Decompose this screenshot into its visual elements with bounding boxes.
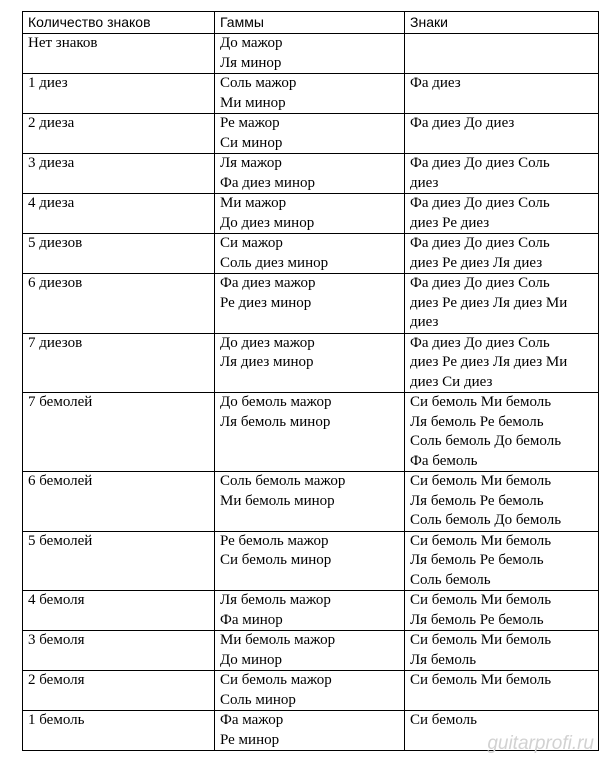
sign-line: Фа диез До диез Соль [410,155,550,171]
cell-signs [405,234,599,274]
sign-line: Си бемоль Ми бемоль [410,672,552,688]
sign-line: Си бемоль Ми бемоль [410,473,552,489]
table-row [23,74,599,114]
count-text: 5 диезов [28,235,83,251]
scale-line: Соль минор [220,691,296,708]
count-text: 3 бемоля [28,632,85,648]
table-row [23,274,599,334]
sign-line: Ля бемоль Ре бемоль [410,413,544,430]
sign-line: Ля бемоль Ре бемоль [410,492,544,509]
count-text: 4 бемоля [28,592,85,608]
cell-count [23,333,215,393]
sign-line: Соль бемоль [410,571,491,588]
scale-line: Ми бемоль мажор [220,632,336,648]
cell-signs [405,34,599,74]
cell-scales [215,154,405,194]
sign-line: Ля бемоль Ре бемоль [410,552,544,568]
cell-signs [405,393,599,472]
sign-line: Си бемоль Ми бемоль [410,394,552,410]
sign-line: диез Си диез [410,373,493,390]
scale-line: Фа минор [220,611,283,628]
sign-line: Фа диез [410,75,461,91]
cell-scales [215,234,405,274]
sign-line: Фа диез До диез Соль [410,334,550,351]
cell-signs [405,631,599,671]
cell-count [23,154,215,194]
cell-count [23,194,215,234]
scale-line: До мажор [220,35,283,51]
scale-line: До диез мажор [220,334,315,351]
scale-line: Ре минор [220,731,280,748]
sign-line: диез Ре диез Ля диез Ми [410,294,568,311]
cell-scales [215,333,405,393]
header-scales: Гаммы [215,12,405,34]
cell-signs [405,194,599,234]
cell-signs [405,154,599,194]
sign-line: Ля бемоль [410,651,477,668]
scale-line: Ля диез минор [220,354,314,370]
table-row [23,234,599,274]
count-text: 6 диезов [28,275,83,291]
sign-line: Фа диез До диез [410,115,515,131]
cell-count [23,34,215,74]
sign-line: Си бемоль Ми бемоль [410,632,552,648]
cell-count [23,234,215,274]
count-text: 1 бемоль [28,712,85,728]
sign-line: диез Ре диез [410,214,490,231]
cell-scales [215,671,405,711]
cell-signs [405,591,599,631]
count-text: 6 бемолей [28,473,93,489]
scale-line: Ля минор [220,54,282,71]
sign-line: Си бемоль Ми бемоль [410,592,552,608]
sign-line: Фа бемоль [410,452,478,469]
table-row [23,591,599,631]
cell-signs [405,274,599,334]
sign-line: диез [410,314,439,330]
cell-count [23,671,215,711]
key-signatures-table [22,11,599,751]
scale-line: Си мажор [220,235,283,251]
sign-line: диез [410,174,439,191]
cell-count [23,591,215,631]
table-body [23,34,599,751]
header-signs: Знаки [405,12,599,34]
watermark: guitarprofi.ru [487,733,594,754]
cell-scales [215,711,405,751]
cell-scales [215,393,405,472]
sign-line: Ля бемоль Ре бемоль [410,611,544,628]
cell-count [23,472,215,532]
count-text: 3 диеза [28,155,75,171]
scale-line: Фа мажор [220,712,284,728]
count-text: 7 диезов [28,334,83,351]
cell-scales [215,34,405,74]
cell-signs [405,472,599,532]
table-row [23,194,599,234]
header-row [23,12,599,34]
scale-line: Ре бемоль мажор [220,532,329,549]
sign-line: Соль бемоль До бемоль [410,512,562,528]
table-row [23,154,599,194]
cell-scales [215,631,405,671]
cell-signs [405,671,599,711]
cell-count [23,114,215,154]
table-row [23,393,599,472]
count-text: Нет знаков [28,35,98,51]
sign-line: Си бемоль [410,712,477,728]
cell-signs [405,531,599,591]
sign-line: Фа диез До диез Соль [410,275,550,291]
scale-line: Си бемоль минор [220,552,332,568]
count-text: 2 диеза [28,115,75,131]
scale-line: До диез минор [220,214,315,231]
table-row [23,671,599,711]
cell-count [23,274,215,334]
sign-line: Си бемоль Ми бемоль [410,532,552,549]
table-row [23,631,599,671]
count-text: 5 бемолей [28,532,93,549]
cell-signs [405,333,599,393]
sign-line: Фа диез До диез Соль [410,195,550,211]
cell-scales [215,274,405,334]
scale-line: Ля бемоль мажор [220,592,331,608]
count-text: 4 диеза [28,195,75,211]
scale-line: Соль бемоль мажор [220,473,346,489]
cell-count [23,631,215,671]
cell-scales [215,114,405,154]
table-row [23,34,599,74]
cell-count [23,74,215,114]
scale-line: Ми мажор [220,195,287,211]
header-count: Количество знаков [23,12,215,34]
cell-count [23,531,215,591]
cell-scales [215,591,405,631]
scale-line: Ми бемоль минор [220,492,335,509]
scale-line: Фа диез мажор [220,275,316,291]
cell-signs [405,74,599,114]
cell-count [23,711,215,751]
table-row [23,472,599,532]
count-text: 7 бемолей [28,394,93,410]
scale-line: Си бемоль мажор [220,672,332,688]
cell-count [23,393,215,472]
count-text: 1 диез [28,75,68,91]
table-row [23,531,599,591]
cell-scales [215,74,405,114]
scale-line: До минор [220,651,283,668]
sign-line: Фа диез До диез Соль [410,235,550,251]
scale-line: Ля мажор [220,155,282,171]
scale-line: Ре мажор [220,115,280,131]
cell-scales [215,531,405,591]
scale-line: Ре диез минор [220,294,312,311]
scale-line: Ми минор [220,94,286,111]
sign-line: Соль бемоль До бемоль [410,433,562,449]
scale-line: Соль диез минор [220,254,329,271]
scale-line: Фа диез минор [220,174,315,191]
scale-line: Ля бемоль минор [220,413,331,430]
sign-line: диез Ре диез Ля диез [410,254,543,271]
table-row [23,333,599,393]
count-text: 2 бемоля [28,672,85,688]
scale-line: Соль мажор [220,75,297,91]
scale-line: До бемоль мажор [220,394,332,410]
cell-scales [215,472,405,532]
scale-line: Си минор [220,134,283,151]
cell-scales [215,194,405,234]
cell-signs [405,114,599,154]
table-row [23,114,599,154]
sign-line: диез Ре диез Ля диез Ми [410,354,568,370]
